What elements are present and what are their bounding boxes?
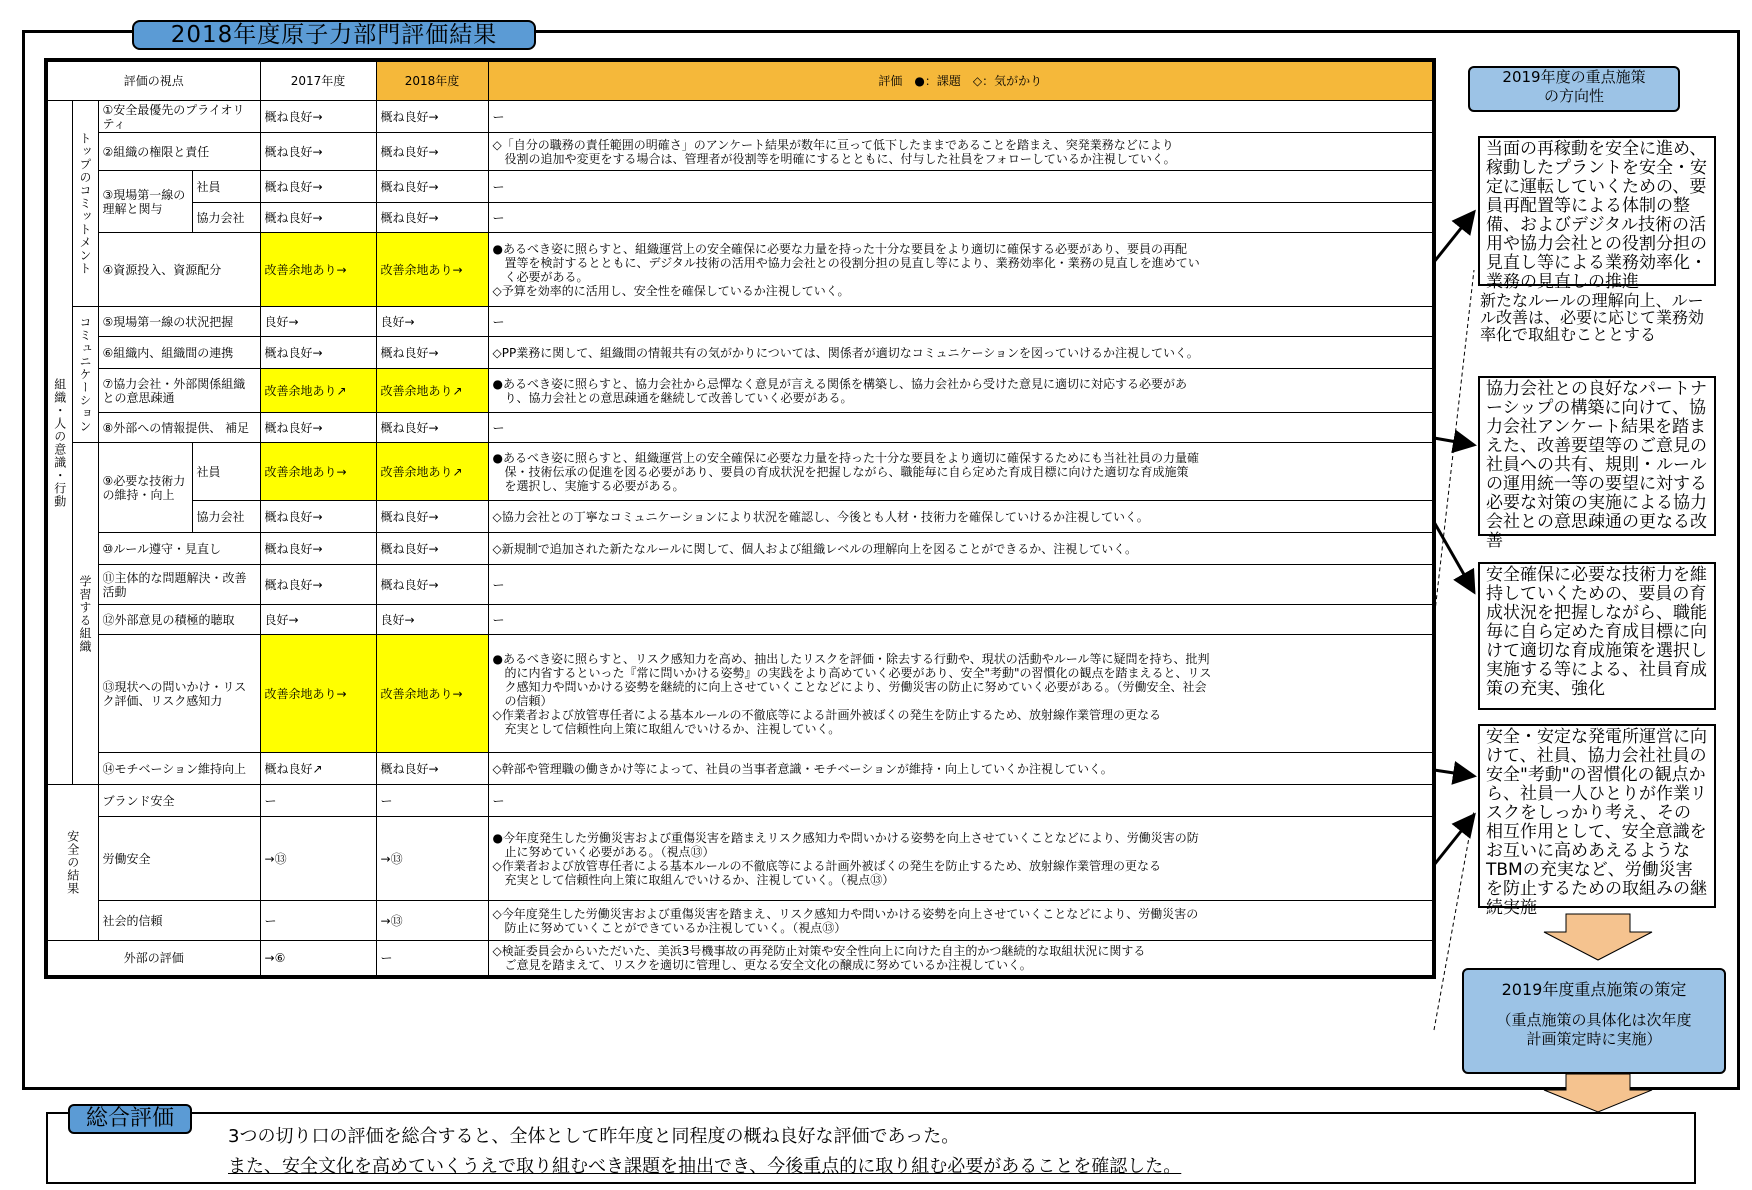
cell-comment: ●今年度発生した労働災害および重傷災害を踏まえリスク感知力や問いかける姿勢を向上させていくことなどにより、労働災害の防 止に努めていく必要がある。（視点⑬） ◇作業者および放管専任者による基本ルールの不徹底等による計画外被ばくの発生を防止するため、放射線作業管理の更なる 充実として信頼性向上策に取組んでいけるか、注視していく。（視点⑬）: [488, 817, 1434, 901]
cell-comment: ー: [488, 413, 1434, 443]
row-label: ⑭モチベーション維持向上: [98, 753, 260, 785]
row-sublabel: 協力会社: [192, 203, 260, 233]
cell-comment: ー: [488, 101, 1434, 133]
cell-2018: 概ね良好→: [376, 533, 488, 565]
cell-2018: 良好→: [376, 307, 488, 337]
cell-2017: 概ね良好→: [260, 171, 376, 203]
cell-2018: 概ね良好→: [376, 337, 488, 369]
plan-note: （重点施策の具体化は次年度 計画策定時に実施）: [1496, 1011, 1692, 1048]
cell-2018: 良好→: [376, 605, 488, 635]
cell-2018: 概ね良好→: [376, 203, 488, 233]
cell-2018: →⑬: [376, 817, 488, 901]
cell-2017: 改善余地あり→: [260, 443, 376, 501]
policy-box-4: 安全・安定な発電所運営に向けて、社員、協力会社社員の安全"考動"の習慣化の観点から、社員一人ひとりが作業リスクをしっかり考え、その相互作用として、安全意識をお互いに高めあえるようなTBMの充実など、労働災害を防止するための取組みの継続実施: [1478, 724, 1716, 908]
cell-comment: ◇検証委員会からいただいた、美浜3号機事故の再発防止対策や安全性向上に向けた自主的かつ継続的な取組状況に関する ご意見を踏まえて、リスクを適切に管理し、更なる安全文化の醸成に努めているか注視していく。: [488, 941, 1434, 977]
summary-line-1: 3つの切り口の評価を総合すると、全体として昨年度と同程度の概ね良好な評価であった。: [228, 1126, 960, 1147]
cell-comment: ◇幹部や管理職の働きかけ等によって、社員の当事者意識・モチベーションが維持・向上していくか注視していく。: [488, 753, 1434, 785]
cell-2017: 概ね良好→: [260, 533, 376, 565]
cell-2017: 概ね良好↗: [260, 753, 376, 785]
cell-comment: ◇協力会社との丁寧なコミュニケーションにより状況を確認し、今後とも人材・技術力を確保していけるか注視していく。: [488, 501, 1434, 533]
row-label: ④資源投入、資源配分: [98, 233, 260, 307]
row-label: 社会的信頼: [98, 901, 260, 941]
row-label: 外部の評価: [46, 941, 260, 977]
cell-2018: 概ね良好→: [376, 565, 488, 605]
down-arrow-to-summary: [1544, 1074, 1652, 1112]
arrow-to-box4-b: [1434, 815, 1474, 865]
cell-2017: 概ね良好→: [260, 101, 376, 133]
policy-box-2: 協力会社との良好なパートナーシップの構築に向けて、協力会社アンケート結果を踏まえた、改善要望等のご意見の社員への共有、規則・ルールの運用統一等の要望に対する必要な対策の実施による協力会社との意思疎通の更なる改善: [1478, 376, 1716, 536]
cell-2017: 良好→: [260, 605, 376, 635]
cell-2018: 概ね良好→: [376, 413, 488, 443]
row-sublabel: 社員: [192, 443, 260, 501]
row-label: ⑩ルール遵守・見直し: [98, 533, 260, 565]
dashed-arrow-2: [1434, 810, 1474, 1030]
cell-2018: ー: [376, 785, 488, 817]
cell-2018: ー: [376, 941, 488, 977]
cell-2018: 改善余地あり↗: [376, 369, 488, 413]
policy-box-3: 安全確保に必要な技術力を維持していくための、要員の育成状況を把握しながら、職能毎に自ら定めた育成目標に向けて適切な育成施策を選択し実施する等による、社員育成策の充実、強化: [1478, 562, 1716, 710]
cell-comment: ー: [488, 171, 1434, 203]
cell-comment: ●あるべき姿に照らすと、組織運営上の安全確保に必要な力量を持った十分な要員をより適切に確保するためにも当社社員の力量確 保・技術伝承の促進を図る必要があり、要員の育成状況を把握しながら、職能毎に自ら定めた育成目標に向けた適切な育成施策 を選択し、実施する必要がある。: [488, 443, 1434, 501]
cell-2018: 概ね良好→: [376, 753, 488, 785]
down-arrow-to-plan: [1544, 914, 1652, 960]
cell-comment: ー: [488, 785, 1434, 817]
cell-comment: ●あるべき姿に照らすと、組織運営上の安全確保に必要な力量を持った十分な要員をより適切に確保する必要があり、要員の再配 置等を検討するとともに、デジタル技術の活用や協力会社との役割分担の見直し等により、業務効率化・業務の見直しを進めてい く必要がある。 ◇予算を効率的に活用し、安全性を確保しているか注視していく。: [488, 233, 1434, 307]
cell-2017: 概ね良好→: [260, 133, 376, 171]
group-communication: コミュニケーション: [72, 307, 98, 443]
policy-box-1: 当面の再稼動を安全に進め、稼動したプラントを安全・安定に運転していくための、要員再配置等による体制の整備、およびデジタル技術の活用や協力会社との役割分担の見直し等による業務効率化・業務の見直しの推進: [1478, 136, 1716, 286]
cell-2018: 概ね良好→: [376, 133, 488, 171]
cell-2018: 改善余地あり↗: [376, 443, 488, 501]
cell-2017: ー: [260, 785, 376, 817]
header-2018: 2018年度: [376, 60, 488, 101]
row-label: ③現場第一線の理解と関与: [98, 171, 192, 233]
cell-2017: 改善余地あり↗: [260, 369, 376, 413]
cell-comment: ー: [488, 565, 1434, 605]
cell-2018: 概ね良好→: [376, 101, 488, 133]
cell-comment: ー: [488, 203, 1434, 233]
group-org-behavior: 組織・人の意識・行動: [46, 101, 72, 785]
policy-note-1: 新たなルールの理解向上、ルール改善は、必要に応じて業務効率化で取組むこととする: [1480, 291, 1705, 344]
cell-2017: 改善余地あり→: [260, 635, 376, 753]
cell-2018: 概ね良好→: [376, 171, 488, 203]
row-label: ⑧外部への情報提供、 補足: [98, 413, 260, 443]
cell-comment: ◇PP業務に関して、組織間の情報共有の気がかりについては、関係者が適切なコミュニケーションを図っていけるか注視していく。: [488, 337, 1434, 369]
header-2017: 2017年度: [260, 60, 376, 101]
arrow-to-box3: [1434, 522, 1474, 592]
summary-line-2: また、安全文化を高めていくうえで取り組むべき課題を抽出でき、今後重点的に取り組む必要があることを確認した。: [228, 1156, 1182, 1177]
row-sublabel: 社員: [192, 171, 260, 203]
row-label: ①安全最優先のプライオリティ: [98, 101, 260, 133]
summary-tab: 総合評価: [68, 1104, 192, 1134]
row-label: ⑦協力会社・外部関係組織との意思疎通: [98, 369, 260, 413]
policy-direction-header: 2019年度の重点施策 の方向性: [1468, 66, 1680, 112]
row-label: ②組織の権限と責任: [98, 133, 260, 171]
header-viewpoint: 評価の視点: [46, 60, 260, 101]
cell-comment: ー: [488, 307, 1434, 337]
row-label: ⑨必要な技術力の維持・向上: [98, 443, 192, 533]
row-label: ⑤現場第一線の状況把握: [98, 307, 260, 337]
row-label: ⑪主体的な問題解決・改善活動: [98, 565, 260, 605]
cell-2017: 概ね良好→: [260, 413, 376, 443]
row-label: 労働安全: [98, 817, 260, 901]
cell-2018: 改善余地あり→: [376, 635, 488, 753]
plan-title: 2019年度重点施策の策定: [1501, 980, 1687, 999]
row-label: ⑬現状への問いかけ・リスク評価、リスク感知力: [98, 635, 260, 753]
cell-2017: →⑥: [260, 941, 376, 977]
cell-2017: →⑬: [260, 817, 376, 901]
cell-comment: ◇「自分の職務の責任範囲の明確さ」のアンケート結果が数年に亘って低下したままであることを踏まえ、突発業務などにより 役割の追加や変更をする場合は、管理者が役割等を明確にするとともに、付与した社員をフォローしているか注視していく。: [488, 133, 1434, 171]
arrow-to-box4-a: [1434, 770, 1474, 776]
row-label: ⑫外部意見の積極的聴取: [98, 605, 260, 635]
cell-2018: 改善余地あり→: [376, 233, 488, 307]
cell-2017: 概ね良好→: [260, 501, 376, 533]
cell-2018: →⑬: [376, 901, 488, 941]
cell-2017: 概ね良好→: [260, 565, 376, 605]
cell-2017: ー: [260, 901, 376, 941]
cell-comment: ◇新規制で追加された新たなルールに関して、個人および組織レベルの理解向上を図ることができるか、注視していく。: [488, 533, 1434, 565]
arrow-to-box1: [1434, 212, 1474, 262]
cell-comment: ●あるべき姿に照らすと、協力会社から忌憚なく意見が言える関係を構築し、協力会社から受けた意見に適切に対応する必要があ り、協力会社との意思疎通を継続して改善していく必要がある。: [488, 369, 1434, 413]
row-label: ⑥組織内、組織間の連携: [98, 337, 260, 369]
row-sublabel: 協力会社: [192, 501, 260, 533]
row-label: ブランド安全: [98, 785, 260, 817]
cell-comment: ー: [488, 605, 1434, 635]
header-evaluation: 評価 ●：課題 ◇：気がかり: [488, 60, 1434, 101]
cell-2018: 概ね良好→: [376, 501, 488, 533]
cell-2017: 概ね良好→: [260, 203, 376, 233]
cell-2017: 概ね良好→: [260, 337, 376, 369]
cell-comment: ●あるべき姿に照らすと、リスク感知力を高め、抽出したリスクを評価・除去する行動や、現状の活動やルール等に疑問を持ち、批判 的に内省するといった『常に問いかける姿勢』の実践をより高めていく必要があり、安全"考動"の習慣化の観点を踏まえると、リス ク感知力や問いかける姿勢を継続的に向上させていくことなどにより、労働災害の防止に努めていく必要がある。（労働安全、社会 の信頼） ◇作業者および放管専任者による基本ルールの不徹底等による計画外被ばくの発生を防止するため、放射線作業管理の更なる 充実として信頼性向上策に取組んでいけるか、注視していく。: [488, 635, 1434, 753]
page-title: 2018年度原子力部門評価結果: [132, 20, 536, 50]
group-top-commitment: トップのコミットメント: [72, 101, 98, 307]
group-learning-org: 学習する組織: [72, 443, 98, 785]
cell-comment: ◇今年度発生した労働災害および重傷災害を踏まえ、リスク感知力や問いかける姿勢を向上させていくことなどにより、労働災害の 防止に努めていくことができているか注視していく。（視点⑬）: [488, 901, 1434, 941]
cell-2017: 改善余地あり→: [260, 233, 376, 307]
group-safety-result: 安全の結果: [46, 785, 98, 941]
cell-2017: 良好→: [260, 307, 376, 337]
